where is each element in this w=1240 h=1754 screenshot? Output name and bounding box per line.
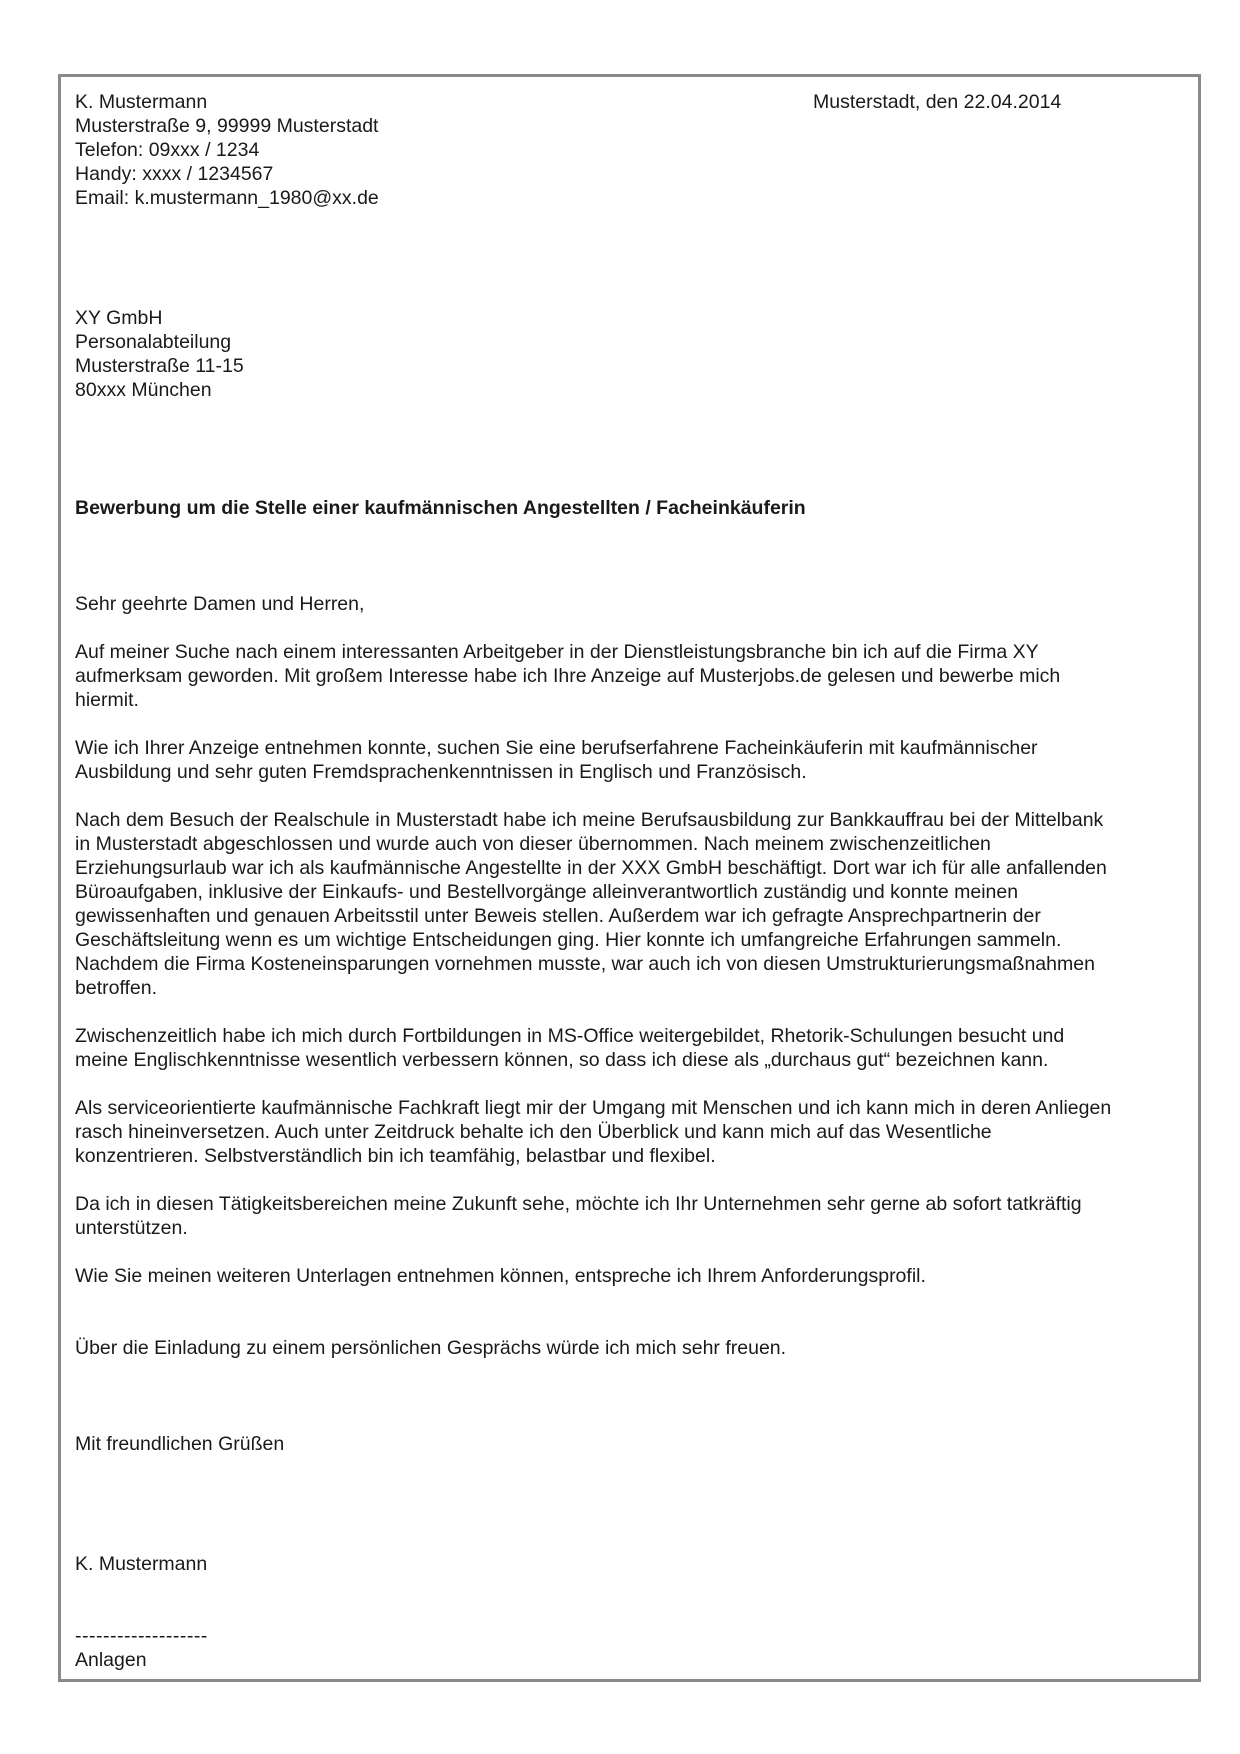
closing-phrase: Mit freundlichen Grüßen [75,1433,285,1455]
recipient-department: Personalabteilung [75,331,232,353]
sender-address-block [75,90,379,210]
paragraph-line: betroffen. [75,977,158,999]
sender-email: Email: k.mustermann_1980@xx.de [75,187,379,209]
salutation: Sehr geehrte Damen und Herren, [75,593,365,615]
paragraph-line: Erziehungsurlaub war ich als kaufmännische Angestellte in der XXX GmbH beschäftigt. Dort war ich für alle anfallenden [75,857,1107,879]
sender-phone: Telefon: 09xxx / 1234 [75,139,260,161]
paragraph-3 [75,808,1107,1000]
paragraph-1 [75,640,1060,712]
paragraph-line: gewissenhaften und genauen Arbeitsstil unter Beweis stellen. Außerdem war ich gefragte Ansprechpartnerin der [75,905,1041,927]
paragraph-line: Büroaufgaben, inklusive der Einkaufs- und Bestellvorgänge alleinverantwortlich zuständig und konnte meinen [75,881,1019,903]
paragraph-6 [75,1192,1082,1240]
paragraph-line: Über die Einladung zu einem persönlichen Gesprächs würde ich mich sehr freuen. [75,1337,787,1359]
sender-name: K. Mustermann [75,91,208,113]
paragraph-line: in Musterstadt abgeschlossen und wurde auch von dieser übernommen. Nach meinem zwischenzeitlichen [75,833,991,855]
paragraph-line: Wie Sie meinen weiteren Unterlagen entnehmen können, entspreche ich Ihrem Anforderungsprofil. [75,1265,926,1287]
paragraph-line: Da ich in diesen Tätigkeitsbereichen meine Zukunft sehe, möchte ich Ihr Unternehmen sehr gerne ab sofort tatkräftig [75,1193,1082,1215]
paragraph-line: hiermit. [75,689,139,711]
recipient-city: 80xxx München [75,379,212,401]
paragraph-line: Auf meiner Suche nach einem interessanten Arbeitgeber in der Dienstleistungsbranche bin ich auf die Firma XY [75,641,1039,663]
paragraph-line: Wie ich Ihrer Anzeige entnehmen konnte, suchen Sie eine berufserfahrene Facheinkäuferin mit kaufmännischer [75,737,1038,759]
recipient-street: Musterstraße 11-15 [75,355,244,377]
paragraph-line: meine Englischkenntnisse wesentlich verbessern können, so dass ich diese als „durchaus gut“ bezeichnen kann. [75,1049,1049,1071]
recipient-company: XY GmbH [75,307,163,329]
paragraph-line: Zwischenzeitlich habe ich mich durch Fortbildungen in MS-Office weitergebildet, Rhetorik-Schulungen besucht und [75,1025,1065,1047]
sender-mobile: Handy: xxxx / 1234567 [75,163,274,185]
paragraph-line: Ausbildung und sehr guten Fremdsprachenkenntnissen in Englisch und Französisch. [75,761,807,783]
paragraph-line: Nachdem die Firma Kosteneinsparungen vornehmen musste, war auch ich von diesen Umstrukturierungsmaßnahmen [75,953,1095,975]
paragraph-line: Als serviceorientierte kaufmännische Fachkraft liegt mir der Umgang mit Menschen und ich kann mich in deren Anliegen [75,1097,1112,1119]
signature-name: K. Mustermann [75,1553,208,1575]
paragraph-line: Geschäftsleitung wenn es um wichtige Entscheidungen ging. Hier konnte ich umfangreiche Erfahrungen sammeln. [75,929,1062,951]
sender-street: Musterstraße 9, 99999 Musterstadt [75,115,379,137]
enclosure-divider: ------------------- [75,1625,208,1647]
paragraph-5 [75,1096,1111,1168]
paragraph-4 [75,1024,1064,1072]
place-date: Musterstadt, den 22.04.2014 [813,91,1062,113]
paragraph-8 [75,1336,786,1360]
paragraph-line: rasch hineinversetzen. Auch unter Zeitdruck behalte ich den Überblick und kann mich auf das Wesentliche [75,1121,992,1143]
paragraph-7 [75,1264,926,1288]
paragraph-line: konzentrieren. Selbstverständlich bin ich teamfähig, belastbar und flexibel. [75,1145,716,1167]
letter-subject: Bewerbung um die Stelle einer kaufmännischen Angestellten / Facheinkäuferin [75,497,806,519]
paragraph-line: unterstützen. [75,1217,188,1239]
paragraph-line: aufmerksam geworden. Mit großem Interesse habe ich Ihre Anzeige auf Musterjobs.de gelesen und bewerbe mich [75,665,1061,687]
paragraph-line: Nach dem Besuch der Realschule in Musterstadt habe ich meine Berufsausbildung zur Bankkauffrau bei der Mittelbank [75,809,1104,831]
recipient-address-block [75,306,244,402]
enclosures-label: Anlagen [75,1649,147,1671]
paragraph-2 [75,736,1038,784]
